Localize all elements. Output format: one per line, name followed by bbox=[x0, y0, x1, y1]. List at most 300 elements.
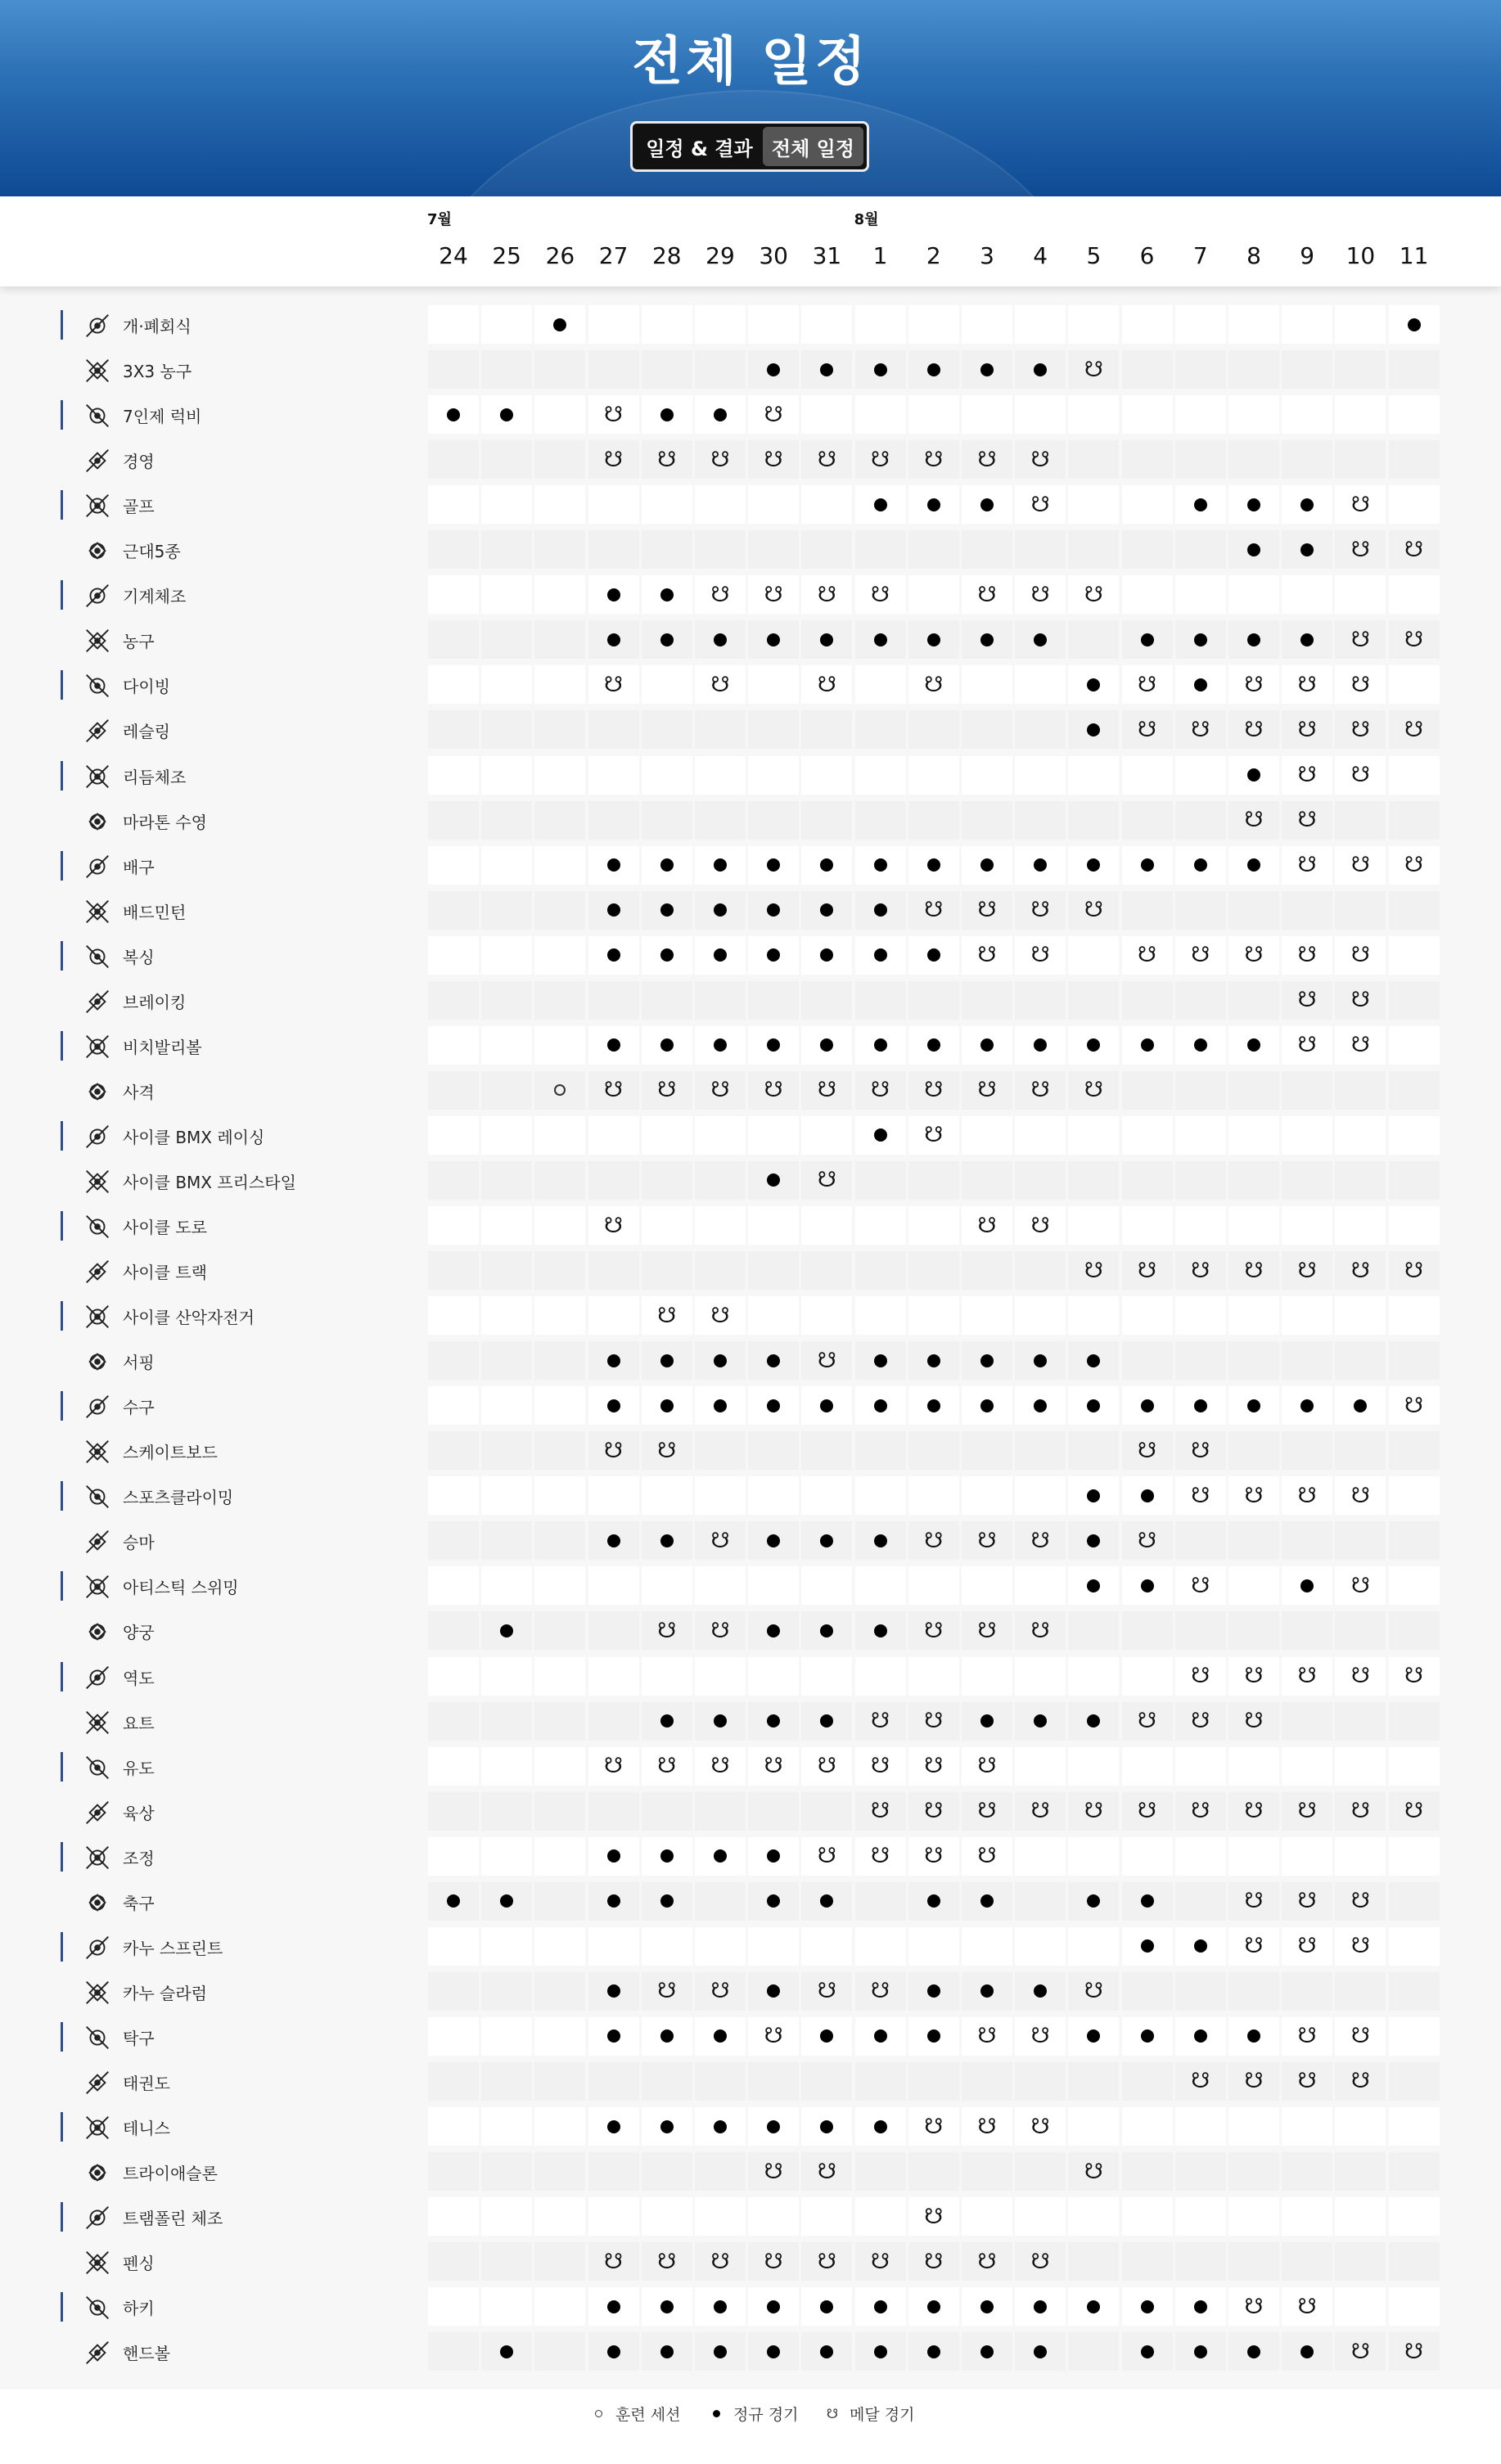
schedule-cell[interactable] bbox=[962, 1386, 1012, 1425]
schedule-cell[interactable] bbox=[642, 1296, 692, 1335]
schedule-cell[interactable] bbox=[588, 1026, 639, 1065]
sport-name[interactable]: 펜싱 bbox=[123, 2254, 155, 2274]
schedule-cell[interactable] bbox=[588, 1521, 639, 1560]
sport-name[interactable]: 핸드볼 bbox=[123, 2344, 170, 2364]
schedule-cell[interactable] bbox=[1282, 2332, 1332, 2371]
schedule-cell[interactable] bbox=[1282, 1476, 1332, 1515]
sport-name[interactable]: 사이클 BMX 프리스타일 bbox=[123, 1172, 296, 1192]
schedule-cell[interactable] bbox=[1015, 1611, 1066, 1650]
schedule-cell[interactable] bbox=[1228, 1882, 1279, 1921]
schedule-cell[interactable] bbox=[588, 395, 639, 434]
schedule-cell[interactable] bbox=[1282, 665, 1332, 704]
sport-name[interactable]: 트라이애슬론 bbox=[123, 2164, 218, 2184]
schedule-cell[interactable] bbox=[1282, 1251, 1332, 1290]
schedule-cell[interactable] bbox=[588, 1972, 639, 2011]
schedule-cell[interactable] bbox=[801, 1521, 852, 1560]
toggle-full-schedule[interactable]: 전체 일정 bbox=[763, 127, 863, 166]
schedule-cell[interactable] bbox=[1068, 1521, 1119, 1560]
schedule-cell[interactable] bbox=[1015, 1521, 1066, 1560]
schedule-cell[interactable] bbox=[1015, 891, 1066, 930]
schedule-cell[interactable] bbox=[1335, 2332, 1386, 2371]
schedule-cell[interactable] bbox=[855, 2242, 906, 2281]
schedule-cell[interactable] bbox=[748, 2332, 799, 2371]
schedule-cell[interactable] bbox=[1015, 1341, 1066, 1380]
schedule-cell[interactable] bbox=[801, 1161, 852, 1200]
schedule-cell[interactable] bbox=[642, 1837, 692, 1876]
schedule-cell[interactable] bbox=[908, 846, 959, 885]
schedule-cell[interactable] bbox=[1175, 2062, 1226, 2101]
schedule-cell[interactable] bbox=[962, 1611, 1012, 1650]
schedule-cell[interactable] bbox=[1389, 620, 1440, 659]
sport-name[interactable]: 양궁 bbox=[123, 1623, 155, 1643]
schedule-cell[interactable] bbox=[1068, 1702, 1119, 1741]
sport-name[interactable]: 7인제 럭비 bbox=[123, 407, 202, 427]
schedule-cell[interactable] bbox=[801, 936, 852, 975]
schedule-cell[interactable] bbox=[1175, 1702, 1226, 1741]
schedule-cell[interactable] bbox=[908, 1837, 959, 1876]
schedule-cell[interactable] bbox=[908, 2107, 959, 2146]
schedule-cell[interactable] bbox=[1015, 1792, 1066, 1831]
schedule-cell[interactable] bbox=[801, 2332, 852, 2371]
schedule-cell[interactable] bbox=[588, 1747, 639, 1786]
schedule-cell[interactable] bbox=[1335, 1927, 1386, 1966]
schedule-cell[interactable] bbox=[588, 1206, 639, 1245]
schedule-cell[interactable] bbox=[1068, 1972, 1119, 2011]
schedule-cell[interactable] bbox=[855, 2287, 906, 2326]
schedule-cell[interactable] bbox=[1335, 1792, 1386, 1831]
schedule-cell[interactable] bbox=[962, 2017, 1012, 2056]
schedule-cell[interactable] bbox=[801, 620, 852, 659]
schedule-cell[interactable] bbox=[801, 1341, 852, 1380]
schedule-cell[interactable] bbox=[748, 620, 799, 659]
schedule-cell[interactable] bbox=[1228, 936, 1279, 975]
schedule-cell[interactable] bbox=[588, 440, 639, 479]
schedule-cell[interactable] bbox=[1015, 1386, 1066, 1425]
schedule-cell[interactable] bbox=[588, 620, 639, 659]
schedule-cell[interactable] bbox=[1228, 1792, 1279, 1831]
schedule-cell[interactable] bbox=[695, 2242, 746, 2281]
schedule-cell[interactable] bbox=[801, 350, 852, 389]
schedule-cell[interactable] bbox=[1389, 1386, 1440, 1425]
schedule-cell[interactable] bbox=[1068, 1251, 1119, 1290]
sport-name[interactable]: 경영 bbox=[123, 452, 155, 472]
schedule-cell[interactable] bbox=[801, 1837, 852, 1876]
sport-name[interactable]: 축구 bbox=[123, 1893, 155, 1913]
schedule-cell[interactable] bbox=[1068, 1566, 1119, 1605]
schedule-cell[interactable] bbox=[588, 575, 639, 614]
schedule-cell[interactable] bbox=[1068, 575, 1119, 614]
schedule-cell[interactable] bbox=[908, 1341, 959, 1380]
schedule-cell[interactable] bbox=[588, 2242, 639, 2281]
schedule-cell[interactable] bbox=[855, 1611, 906, 1650]
schedule-cell[interactable] bbox=[1175, 620, 1226, 659]
schedule-cell[interactable] bbox=[1015, 440, 1066, 479]
schedule-cell[interactable] bbox=[695, 891, 746, 930]
schedule-cell[interactable] bbox=[748, 1837, 799, 1876]
schedule-cell[interactable] bbox=[748, 1386, 799, 1425]
schedule-cell[interactable] bbox=[1282, 2062, 1332, 2101]
schedule-cell[interactable] bbox=[1228, 530, 1279, 569]
schedule-cell[interactable] bbox=[748, 395, 799, 434]
schedule-cell[interactable] bbox=[962, 1026, 1012, 1065]
schedule-cell[interactable] bbox=[962, 1972, 1012, 2011]
schedule-cell[interactable] bbox=[1175, 710, 1226, 749]
schedule-cell[interactable] bbox=[1015, 575, 1066, 614]
schedule-cell[interactable] bbox=[695, 2332, 746, 2371]
schedule-cell[interactable] bbox=[588, 665, 639, 704]
schedule-cell[interactable] bbox=[962, 2287, 1012, 2326]
schedule-cell[interactable] bbox=[642, 1341, 692, 1380]
schedule-cell[interactable] bbox=[642, 2332, 692, 2371]
schedule-cell[interactable] bbox=[1122, 710, 1173, 749]
schedule-cell[interactable] bbox=[855, 1071, 906, 1110]
schedule-cell[interactable] bbox=[1282, 801, 1332, 840]
schedule-cell[interactable] bbox=[908, 1972, 959, 2011]
sport-name[interactable]: 요트 bbox=[123, 1713, 155, 1733]
schedule-cell[interactable] bbox=[1015, 1206, 1066, 1245]
schedule-cell[interactable] bbox=[801, 1747, 852, 1786]
schedule-cell[interactable] bbox=[962, 620, 1012, 659]
schedule-cell[interactable] bbox=[1282, 530, 1332, 569]
sport-name[interactable]: 사이클 BMX 레이싱 bbox=[123, 1127, 265, 1147]
schedule-cell[interactable] bbox=[642, 1071, 692, 1110]
schedule-cell[interactable] bbox=[908, 1611, 959, 1650]
schedule-cell[interactable] bbox=[855, 1702, 906, 1741]
sport-name[interactable]: 테니스 bbox=[123, 2119, 170, 2138]
schedule-cell[interactable] bbox=[748, 1161, 799, 1200]
schedule-cell[interactable] bbox=[1282, 1792, 1332, 1831]
schedule-cell[interactable] bbox=[1389, 2332, 1440, 2371]
schedule-cell[interactable] bbox=[1068, 710, 1119, 749]
schedule-cell[interactable] bbox=[642, 1882, 692, 1921]
schedule-cell[interactable] bbox=[1282, 1657, 1332, 1696]
schedule-cell[interactable] bbox=[748, 936, 799, 975]
sport-name[interactable]: 사격 bbox=[123, 1082, 155, 1102]
schedule-cell[interactable] bbox=[642, 1702, 692, 1741]
schedule-cell[interactable] bbox=[695, 1341, 746, 1380]
schedule-cell[interactable] bbox=[801, 665, 852, 704]
schedule-cell[interactable] bbox=[1335, 981, 1386, 1020]
schedule-cell[interactable] bbox=[748, 846, 799, 885]
schedule-cell[interactable] bbox=[1282, 620, 1332, 659]
schedule-cell[interactable] bbox=[642, 1747, 692, 1786]
schedule-cell[interactable] bbox=[481, 395, 532, 434]
schedule-cell[interactable] bbox=[801, 1702, 852, 1741]
schedule-cell[interactable] bbox=[1228, 620, 1279, 659]
sport-name[interactable]: 하키 bbox=[123, 2299, 155, 2319]
schedule-cell[interactable] bbox=[1282, 936, 1332, 975]
schedule-cell[interactable] bbox=[642, 1431, 692, 1470]
schedule-cell[interactable] bbox=[1389, 846, 1440, 885]
schedule-cell[interactable] bbox=[642, 1521, 692, 1560]
sport-name[interactable]: 스케이트보드 bbox=[123, 1443, 218, 1463]
schedule-cell[interactable] bbox=[1068, 1792, 1119, 1831]
schedule-cell[interactable] bbox=[1175, 2017, 1226, 2056]
schedule-cell[interactable] bbox=[1122, 2332, 1173, 2371]
schedule-cell[interactable] bbox=[855, 1747, 906, 1786]
schedule-cell[interactable] bbox=[695, 620, 746, 659]
sport-name[interactable]: 개·폐회식 bbox=[123, 317, 192, 336]
schedule-cell[interactable] bbox=[1015, 620, 1066, 659]
schedule-cell[interactable] bbox=[801, 2287, 852, 2326]
schedule-cell[interactable] bbox=[1228, 2332, 1279, 2371]
schedule-cell[interactable] bbox=[1015, 2287, 1066, 2326]
schedule-cell[interactable] bbox=[748, 1341, 799, 1380]
schedule-cell[interactable] bbox=[908, 1882, 959, 1921]
schedule-cell[interactable] bbox=[695, 1702, 746, 1741]
sport-name[interactable]: 탁구 bbox=[123, 2028, 155, 2048]
schedule-cell[interactable] bbox=[1122, 1927, 1173, 1966]
schedule-cell[interactable] bbox=[1282, 1386, 1332, 1425]
schedule-cell[interactable] bbox=[1122, 936, 1173, 975]
schedule-cell[interactable] bbox=[855, 846, 906, 885]
schedule-cell[interactable] bbox=[855, 2107, 906, 2146]
schedule-cell[interactable] bbox=[1175, 2332, 1226, 2371]
schedule-cell[interactable] bbox=[695, 575, 746, 614]
schedule-cell[interactable] bbox=[428, 1882, 479, 1921]
schedule-cell[interactable] bbox=[1015, 1972, 1066, 2011]
schedule-cell[interactable] bbox=[1282, 1882, 1332, 1921]
schedule-cell[interactable] bbox=[695, 846, 746, 885]
schedule-cell[interactable] bbox=[1068, 2152, 1119, 2191]
schedule-cell[interactable] bbox=[1282, 756, 1332, 795]
schedule-cell[interactable] bbox=[801, 575, 852, 614]
schedule-cell[interactable] bbox=[801, 846, 852, 885]
schedule-cell[interactable] bbox=[1335, 1882, 1386, 1921]
schedule-cell[interactable] bbox=[1122, 1386, 1173, 1425]
schedule-cell[interactable] bbox=[748, 350, 799, 389]
schedule-cell[interactable] bbox=[1228, 2287, 1279, 2326]
schedule-cell[interactable] bbox=[1282, 2287, 1332, 2326]
schedule-cell[interactable] bbox=[908, 350, 959, 389]
schedule-cell[interactable] bbox=[695, 2287, 746, 2326]
schedule-cell[interactable] bbox=[801, 1026, 852, 1065]
schedule-cell[interactable] bbox=[962, 846, 1012, 885]
schedule-cell[interactable] bbox=[1068, 1882, 1119, 1921]
schedule-cell[interactable] bbox=[1175, 1251, 1226, 1290]
schedule-cell[interactable] bbox=[855, 440, 906, 479]
sport-name[interactable]: 조정 bbox=[123, 1848, 155, 1868]
schedule-cell[interactable] bbox=[642, 1026, 692, 1065]
schedule-cell[interactable] bbox=[481, 1611, 532, 1650]
schedule-cell[interactable] bbox=[642, 891, 692, 930]
schedule-cell[interactable] bbox=[962, 936, 1012, 975]
schedule-cell[interactable] bbox=[1228, 801, 1279, 840]
schedule-cell[interactable] bbox=[908, 2287, 959, 2326]
schedule-cell[interactable] bbox=[642, 2107, 692, 2146]
schedule-cell[interactable] bbox=[1175, 1476, 1226, 1515]
schedule-cell[interactable] bbox=[695, 1071, 746, 1110]
sport-name[interactable]: 트램폴린 체조 bbox=[123, 2209, 223, 2229]
schedule-cell[interactable] bbox=[1228, 665, 1279, 704]
schedule-cell[interactable] bbox=[1389, 305, 1440, 344]
sport-name[interactable]: 카누 슬라럼 bbox=[123, 1983, 207, 2003]
schedule-cell[interactable] bbox=[1389, 1792, 1440, 1831]
schedule-cell[interactable] bbox=[588, 1837, 639, 1876]
schedule-cell[interactable] bbox=[695, 395, 746, 434]
schedule-cell[interactable] bbox=[1175, 1386, 1226, 1425]
schedule-cell[interactable] bbox=[1068, 1071, 1119, 1110]
schedule-cell[interactable] bbox=[428, 395, 479, 434]
sport-name[interactable]: 사이클 산악자전거 bbox=[123, 1308, 255, 1328]
schedule-cell[interactable] bbox=[1175, 1566, 1226, 1605]
schedule-cell[interactable] bbox=[748, 1611, 799, 1650]
schedule-cell[interactable] bbox=[801, 2107, 852, 2146]
schedule-cell[interactable] bbox=[1122, 846, 1173, 885]
schedule-cell[interactable] bbox=[908, 2197, 959, 2236]
schedule-cell[interactable] bbox=[695, 1611, 746, 1650]
schedule-cell[interactable] bbox=[855, 936, 906, 975]
schedule-cell[interactable] bbox=[908, 891, 959, 930]
schedule-cell[interactable] bbox=[962, 2332, 1012, 2371]
schedule-cell[interactable] bbox=[1068, 1386, 1119, 1425]
schedule-cell[interactable] bbox=[1389, 530, 1440, 569]
sport-name[interactable]: 마라톤 수영 bbox=[123, 812, 207, 832]
schedule-cell[interactable] bbox=[1335, 1251, 1386, 1290]
schedule-cell[interactable] bbox=[908, 936, 959, 975]
schedule-cell[interactable] bbox=[588, 2287, 639, 2326]
schedule-cell[interactable] bbox=[962, 1882, 1012, 1921]
schedule-cell[interactable] bbox=[748, 440, 799, 479]
schedule-cell[interactable] bbox=[855, 485, 906, 524]
schedule-cell[interactable] bbox=[481, 2332, 532, 2371]
schedule-cell[interactable] bbox=[1122, 665, 1173, 704]
sport-name[interactable]: 사이클 트랙 bbox=[123, 1263, 207, 1283]
schedule-cell[interactable] bbox=[1122, 1792, 1173, 1831]
schedule-cell[interactable] bbox=[695, 665, 746, 704]
schedule-cell[interactable] bbox=[1228, 1026, 1279, 1065]
schedule-cell[interactable] bbox=[1015, 2017, 1066, 2056]
schedule-cell[interactable] bbox=[588, 1882, 639, 1921]
sport-name[interactable]: 골프 bbox=[123, 497, 155, 517]
schedule-cell[interactable] bbox=[962, 575, 1012, 614]
schedule-cell[interactable] bbox=[855, 1521, 906, 1560]
schedule-cell[interactable] bbox=[962, 1837, 1012, 1876]
schedule-cell[interactable] bbox=[1228, 756, 1279, 795]
schedule-cell[interactable] bbox=[695, 1386, 746, 1425]
schedule-cell[interactable] bbox=[748, 2107, 799, 2146]
schedule-cell[interactable] bbox=[908, 1386, 959, 1425]
schedule-cell[interactable] bbox=[962, 1071, 1012, 1110]
schedule-cell[interactable] bbox=[962, 485, 1012, 524]
schedule-cell[interactable] bbox=[642, 1386, 692, 1425]
schedule-cell[interactable] bbox=[1335, 665, 1386, 704]
schedule-cell[interactable] bbox=[748, 891, 799, 930]
schedule-cell[interactable] bbox=[1335, 620, 1386, 659]
schedule-cell[interactable] bbox=[1068, 846, 1119, 885]
schedule-cell[interactable] bbox=[1335, 1566, 1386, 1605]
schedule-cell[interactable] bbox=[1335, 1026, 1386, 1065]
schedule-cell[interactable] bbox=[1228, 1386, 1279, 1425]
schedule-cell[interactable] bbox=[1335, 485, 1386, 524]
schedule-cell[interactable] bbox=[1335, 530, 1386, 569]
sport-name[interactable]: 농구 bbox=[123, 632, 155, 652]
schedule-cell[interactable] bbox=[695, 1026, 746, 1065]
schedule-cell[interactable] bbox=[855, 1792, 906, 1831]
schedule-cell[interactable] bbox=[1335, 1476, 1386, 1515]
schedule-cell[interactable] bbox=[1335, 756, 1386, 795]
schedule-cell[interactable] bbox=[1228, 1476, 1279, 1515]
schedule-cell[interactable] bbox=[695, 1521, 746, 1560]
schedule-cell[interactable] bbox=[1282, 981, 1332, 1020]
schedule-cell[interactable] bbox=[1228, 1251, 1279, 1290]
schedule-cell[interactable] bbox=[695, 2017, 746, 2056]
schedule-cell[interactable] bbox=[1015, 2107, 1066, 2146]
schedule-cell[interactable] bbox=[908, 620, 959, 659]
schedule-cell[interactable] bbox=[1122, 1431, 1173, 1470]
schedule-cell[interactable] bbox=[1122, 2017, 1173, 2056]
schedule-cell[interactable] bbox=[855, 891, 906, 930]
schedule-cell[interactable] bbox=[1015, 1071, 1066, 1110]
schedule-cell[interactable] bbox=[642, 846, 692, 885]
schedule-cell[interactable] bbox=[1015, 1702, 1066, 1741]
schedule-cell[interactable] bbox=[1282, 846, 1332, 885]
schedule-cell[interactable] bbox=[1068, 1476, 1119, 1515]
schedule-cell[interactable] bbox=[534, 1071, 585, 1110]
schedule-cell[interactable] bbox=[962, 1341, 1012, 1380]
sport-name[interactable]: 수구 bbox=[123, 1398, 155, 1418]
schedule-cell[interactable] bbox=[962, 1206, 1012, 1245]
schedule-cell[interactable] bbox=[1175, 1657, 1226, 1696]
schedule-cell[interactable] bbox=[962, 350, 1012, 389]
sport-name[interactable]: 역도 bbox=[123, 1668, 155, 1688]
schedule-cell[interactable] bbox=[1335, 710, 1386, 749]
schedule-cell[interactable] bbox=[1122, 620, 1173, 659]
schedule-cell[interactable] bbox=[801, 1882, 852, 1921]
schedule-cell[interactable] bbox=[1335, 846, 1386, 885]
schedule-cell[interactable] bbox=[855, 1972, 906, 2011]
schedule-cell[interactable] bbox=[642, 2242, 692, 2281]
schedule-cell[interactable] bbox=[642, 440, 692, 479]
sport-name[interactable]: 비치발리볼 bbox=[123, 1037, 202, 1057]
schedule-cell[interactable] bbox=[801, 2242, 852, 2281]
schedule-cell[interactable] bbox=[1282, 1026, 1332, 1065]
schedule-cell[interactable] bbox=[1175, 665, 1226, 704]
schedule-cell[interactable] bbox=[1175, 485, 1226, 524]
schedule-cell[interactable] bbox=[855, 1837, 906, 1876]
sport-name[interactable]: 기계체조 bbox=[123, 587, 187, 607]
schedule-cell[interactable] bbox=[588, 846, 639, 885]
schedule-cell[interactable] bbox=[801, 1611, 852, 1650]
schedule-cell[interactable] bbox=[1068, 350, 1119, 389]
schedule-cell[interactable] bbox=[1282, 2017, 1332, 2056]
schedule-cell[interactable] bbox=[1175, 1792, 1226, 1831]
schedule-cell[interactable] bbox=[908, 665, 959, 704]
schedule-cell[interactable] bbox=[962, 2242, 1012, 2281]
schedule-cell[interactable] bbox=[1335, 936, 1386, 975]
schedule-cell[interactable] bbox=[908, 2242, 959, 2281]
schedule-cell[interactable] bbox=[855, 1026, 906, 1065]
schedule-cell[interactable] bbox=[1122, 1026, 1173, 1065]
schedule-cell[interactable] bbox=[748, 2152, 799, 2191]
sport-name[interactable]: 스포츠클라이밍 bbox=[123, 1488, 234, 1508]
schedule-cell[interactable] bbox=[1015, 936, 1066, 975]
schedule-cell[interactable] bbox=[642, 936, 692, 975]
sport-name[interactable]: 유도 bbox=[123, 1758, 155, 1778]
schedule-cell[interactable] bbox=[962, 2107, 1012, 2146]
schedule-cell[interactable] bbox=[801, 1972, 852, 2011]
schedule-cell[interactable] bbox=[855, 2332, 906, 2371]
schedule-cell[interactable] bbox=[1068, 891, 1119, 930]
schedule-cell[interactable] bbox=[1282, 1927, 1332, 1966]
schedule-cell[interactable] bbox=[642, 395, 692, 434]
sport-name[interactable]: 사이클 도로 bbox=[123, 1218, 207, 1237]
schedule-cell[interactable] bbox=[1335, 1657, 1386, 1696]
schedule-cell[interactable] bbox=[962, 1521, 1012, 1560]
schedule-cell[interactable] bbox=[748, 1972, 799, 2011]
schedule-cell[interactable] bbox=[1175, 1431, 1226, 1470]
schedule-cell[interactable] bbox=[962, 440, 1012, 479]
